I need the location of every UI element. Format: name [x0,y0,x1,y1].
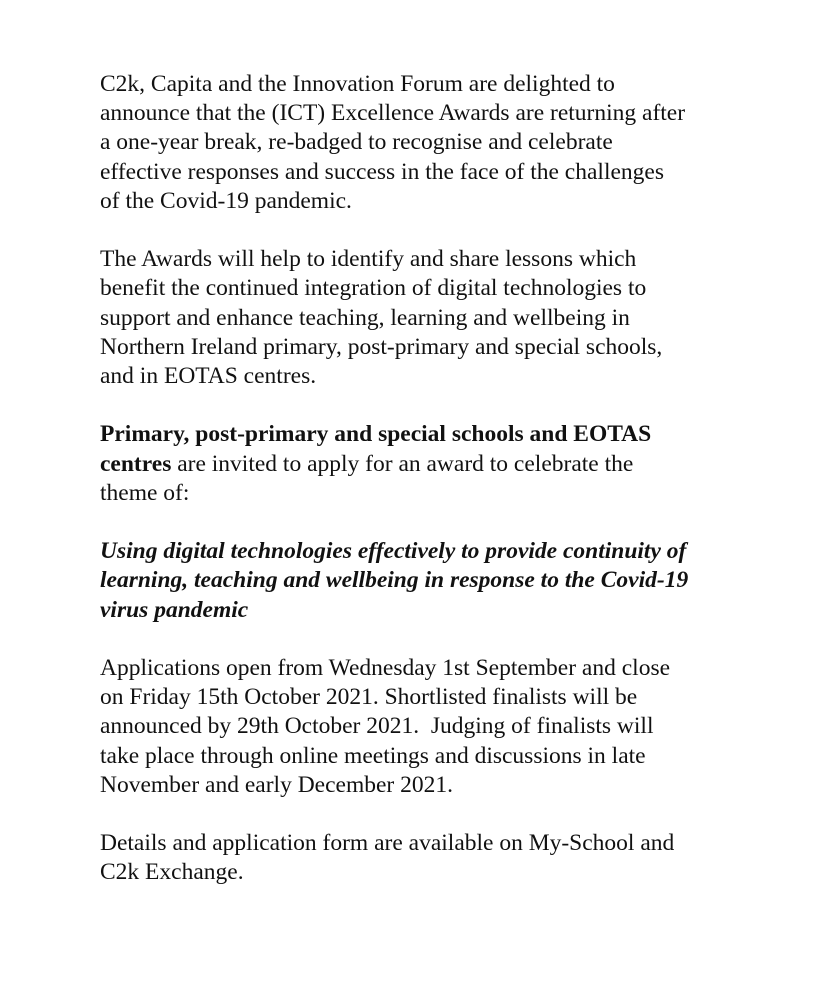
text-line: Northern Ireland primary, post-primary and special schools, [100,333,663,360]
text-line [100,451,633,477]
dates-paragraph [100,654,740,800]
text-line: of the Covid-19 pandemic. [100,187,352,214]
eligibility-paragraph [100,420,740,508]
theme-line: virus pandemic [100,596,249,623]
text-line: effective responses and success in the face of the challenges [100,158,664,185]
intro-paragraph [100,70,740,216]
award-theme-paragraph [100,537,740,625]
text-line: Applications open from Wednesday 1st September and close [100,655,671,681]
text-line: support and enhance teaching, learning and wellbeing in [100,304,630,331]
document-body [100,70,740,888]
text-line: announce that the (ICT) Excellence Awards are returning after [100,100,686,127]
text-line: a one-year break, re-badged to recognise and celebrate [100,129,613,156]
text-line: C2k, Capita and the Innovation Forum are delighted to [100,71,615,97]
theme-line: Using digital technologies effectively to provide continuity of [100,538,687,565]
text-line: take place through online meetings and discussions in late [100,742,646,769]
eligibility-bold-line: Primary, post-primary and special schools and EOTAS [100,421,652,448]
text-line: announced by 29th October 2021. Judging of finalists will [100,713,654,740]
details-paragraph [100,829,740,887]
text-line: November and early December 2021. [100,771,454,798]
text-line: C2k Exchange. [100,859,244,886]
eligibility-bold-word: centres [100,450,172,477]
text-line: theme of: [100,479,190,506]
text-line: and in EOTAS centres. [100,363,317,390]
text-line: on Friday 15th October 2021. Shortlisted finalists will be [100,684,638,711]
theme-line: learning, teaching and wellbeing in response to the Covid-19 [100,567,689,594]
text-line: The Awards will help to identify and share lessons which [100,246,637,273]
eligibility-rest-text: are invited to apply for an award to celebrate the [171,450,634,477]
awards-purpose-paragraph [100,245,740,391]
text-line: benefit the continued integration of digital technologies to [100,275,647,302]
text-line: Details and application form are available on My-School and [100,830,675,857]
